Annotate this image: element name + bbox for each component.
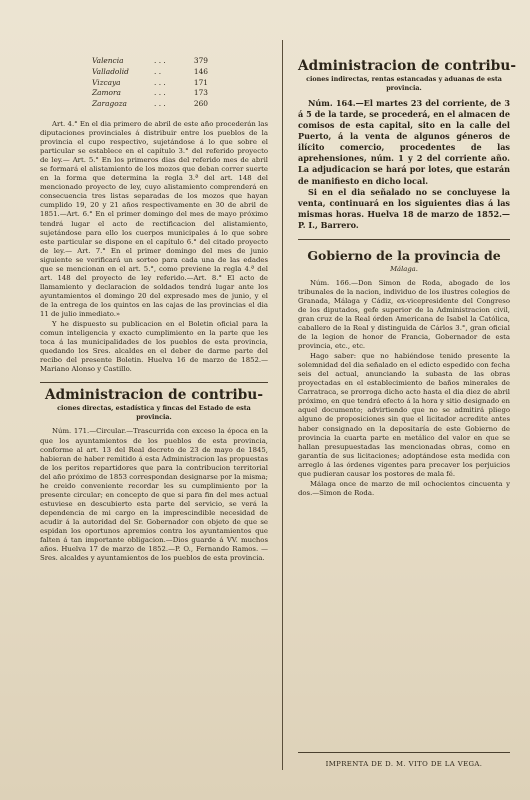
province-value: 146 [193, 66, 208, 76]
province-row [92, 56, 268, 67]
province-row [92, 78, 268, 89]
admin-directas-title: Administracion de contribu- [44, 387, 264, 404]
gobierno-title: Gobierno de la provincia de [307, 247, 501, 263]
province-row [92, 67, 268, 78]
province-value: 379 [193, 56, 208, 65]
section-rule [298, 239, 510, 240]
province-name: Valladolid [92, 66, 129, 76]
leader-dots: . . . [154, 88, 166, 98]
hago-saber-paragraph: Hago saber: que no habiéndose tenido presente la solemnidad del dia señalado en el edicto espedido con fecha seis del actual, anunciando la subasta de las obras proyectadas en el establecimiento de baños minerales de Carratraca, se prorroga dicho acto hasta el dia diez de abril próximo, en que tendrá efecto á la hora y sitio designado en aquel documento; advirtiendo que no se admitirá pliego alguno de proposiciones sin que el licitador acredite antes haber consignado en la depositaría de este Gobierno de provincia la cuarta parte en metálico del valor en que se hallan presupuestadas las mencionadas obras, como en garantía de sus licitaciones; adoptándose esta medida con arreglo á las órdenes vigentes para precaver los perjuicios que pudieran causar los postores de mala fé. [298, 352, 510, 478]
imprint-rule [298, 752, 510, 753]
publication-notice-paragraph: Y he dispuesto su publicacion en el Boletin oficial para la comun inteligencia y exacto cumplimiento en la parte que les toca á las municipalidades de los pueblos de esta provincia, quedando los Sres. alcaldes en el deber de darme parte del recibo del presente Boletin. Huelva 16 de marzo de 1852.—Mariano Alonso y Castillo. [40, 320, 268, 374]
leader-dots: . . . [154, 99, 166, 109]
column-divider [282, 40, 283, 770]
left-column [40, 0, 268, 563]
province-value: 173 [193, 88, 208, 98]
admin-directas-subtitle: ciones directas, estadística y fincas del Estado de esta provincia. [57, 404, 251, 421]
sale-notice-paragraph: Núm. 164.—El martes 23 del corriente, de 3 á 5 de la tarde, se procederá, en el almacen de comisos de esta capital, sito en la calle del Puerto, á la venta de algunos géneros de ilícito comercio, procedentes de las aprehensiones, núm. 1 y 2 del corriente año. La adjudicacion se hará por lotes, que estarán de manifiesto en dicho local. [298, 98, 510, 186]
circular-171-paragraph: Núm. 171.—Circular.—Trascurrida con exceso la época en la que los ayuntamientos de los pueblos de esta provincia, conforme al art. 13 del Real decreto de 23 de mayo de 1845, habieran de haber remitido á esta Administracion las propuestas de los peritos repartidores que para la contribucion territorial del año próximo de 1853 correspondan designarse por la misma; he creido conveniente recordar les su cumplimiento por la presente circular; en concepto de que si para fin del mes actual estuviese en descubierto esta parte del servicio, se verá la dependencia de mi cargo en la imprescindible necesidad de acudir á la autoridad del Sr. Gobernador con objeto de que se espidan los oportunos apremios contra los ayuntamientos que falten á tan importante obligacion.—Dios guarde á VV. muchos años. Huelva 17 de marzo de 1852.—P. O., Fernando Ramos. —Sres. alcaldes y ayuntamientos de los pueblos de esta provincia. [40, 427, 268, 563]
province-quota-table [92, 56, 268, 110]
section-rule [40, 382, 268, 383]
admin-indirectas-title: Administracion de contribu- [298, 58, 517, 74]
province-value: 260 [193, 99, 208, 109]
printer-imprint: IMPRENTA DE D. M. VITO DE LA VEGA. [325, 760, 483, 768]
articles-paragraph: Art. 4.° En el dia primero de abril de este año procederán las diputaciones provinciales á distribuir entre los pueblos de la provincia el cupo respectivo, sujetándose á lo que sobre el particular se establece en el capítulo 3.° del referido proyecto de ley.— Art. 5.° En los primeros dias del referido mes de abril se formará el alistamiento de los mozos que deban correr suerte en la forma que determina la regla 3.ª del art. 148 del mencionado proyecto de ley, cuyo alistamiento comprenderá en consecuencia tres listas separadas de los mozos que hayan cumplido 19, 20 y 21 años respectivamente en 30 de abril de 1851.—Art. 6.° En el primer domingo del mes de mayo próximo tendrá lugar el acto de rectificacion del alistamiento, sujetándose para ello los cuerpos municipales á lo que sobre este particular se dispone en el capítulo 6.° del citado proyecto de ley.— Art. 7.° En el primer domingo del mes de junio siguiente se verificará un sorteo para cada una de las edades que se mencionan en el art. 5.°, como previene la regla 4.ª del art. 148 del proyecto de ley referido.—Art. 8.° El acto de llamamiento y declaracion de soldados tendrá lugar ante los ayuntamientos el domingo 20 del expresado mes de junio, y el de la entrega de los quintos en las cajas de las provincias el dia 11 de julio inmediato.» [40, 119, 268, 318]
admin-indirectas-subtitle: ciones indirectas, rentas estancadas y aduanas de esta provincia. [306, 75, 502, 92]
province-row [92, 99, 268, 110]
leader-dots: . . [154, 66, 162, 76]
leader-dots: . . . [154, 56, 166, 65]
leader-dots: . . . [154, 77, 166, 87]
province-name: Zamora [92, 88, 121, 98]
gobierno-city: Málaga. [390, 264, 418, 273]
province-name: Zaragoza [92, 99, 127, 109]
province-name: Vizcaya [92, 77, 121, 87]
sale-continuation-paragraph: Si en el dia señalado no se concluyese la venta, continuará en los siguientes dias á las mismas horas. Huelva 18 de marzo de 1852.—P. I., Barrero. [298, 186, 510, 230]
malaga-signature-paragraph: Málaga once de marzo de mil ochocientos cincuenta y dos.—Simon de Roda. [298, 479, 510, 497]
province-row [92, 88, 268, 99]
right-column [298, 0, 517, 498]
province-value: 171 [193, 77, 208, 87]
province-name: Valencia [92, 56, 124, 65]
simon-de-roda-intro-paragraph: Núm. 166.—Don Simon de Roda, abogado de los tribunales de la nacion, individuo de los ilustres colegios de Granada, Málaga y Cádiz, ex-vicepresidente del Congreso de los diputados, gefe superior de la Administracion civil, gran cruz de la Real órden Americana de Isabel la Católica, caballero de la Real y distinguida de Cárlos 3.°, gran oficial de la legion de honor de Francia, Gobernador de esta provincia, etc., etc. [298, 278, 510, 351]
